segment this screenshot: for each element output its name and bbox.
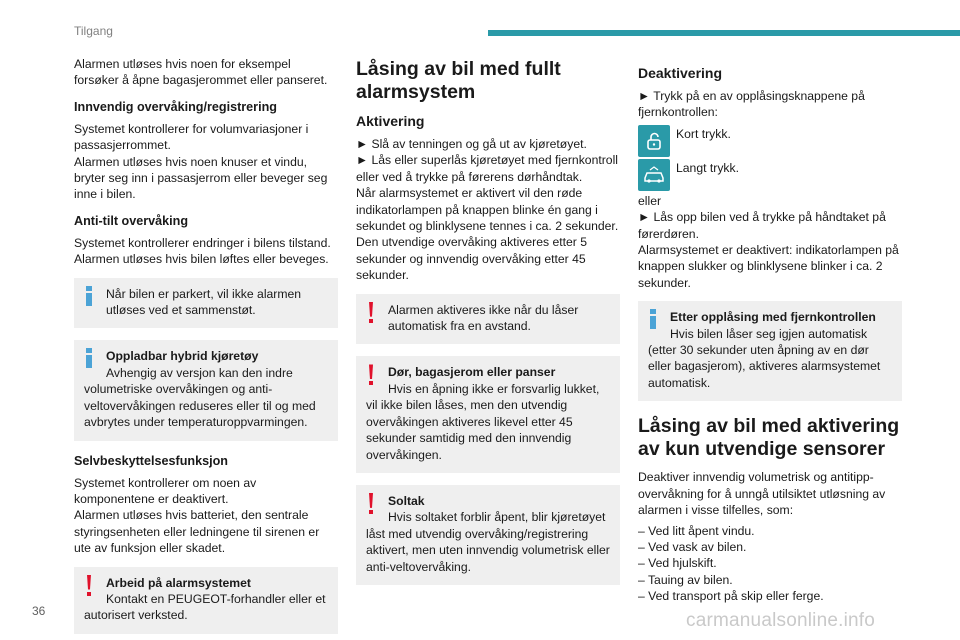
column-middle [356,56,620,597]
key-short-press-label: Kort trykk. [676,126,731,141]
column-left [74,56,338,640]
info-hybrid-title: Oppladbar hybrid kjøretøy [106,349,259,364]
warning-door-title: Dør, bagasjerom eller panser [388,365,556,380]
heading-activation: Aktivering [356,113,425,129]
heading-full-alarm: Låsing av bil med fullt alarmsystem [356,58,561,103]
heading-self-protection: Selvbeskyttelsesfunksjon [74,453,228,468]
info-hybrid-text: Avhengig av versjon kan den indre volumetriske overvåkingen og anti-veltovervåkingen reduseres eller til og med avbrytes under temperaturoppvarmingen. [84,365,316,430]
or-handle-text: eller ► Lås opp bilen ved å trykke på håndtaket på førerdøren. Alarmsystemet er deaktivert: indikatorlampen på knappen slukker og blinklysene blinker i ca. 2 sekunder. [638,193,899,290]
list-item: – Ved litt åpent vindu. [638,523,755,538]
info-icon [86,286,92,306]
key-long-press-label: Langt trykk. [676,160,739,175]
deactivation-text: ► Trykk på en av opplåsingsknappene på fjernkontrollen: [638,89,865,120]
info-icon [86,348,92,368]
info-icon [650,309,656,329]
anti-tilt-text: Systemet kontrollerer endringer i bilens tilstand. Alarmen utløses hvis bilen løftes eller beveges. [74,235,331,267]
heading-external-sensors: Låsing av bil med aktivering av kun utvendige sensorer [638,415,900,461]
list-item: – Ved hjulskift. [638,556,717,571]
unlock-padlock-icon [638,125,670,157]
info-box-parked [74,278,338,329]
info-box-after-unlock [638,301,902,401]
page-number: 36 [32,604,46,618]
warning-icon [368,302,374,324]
watermark: carmanualsonline.info [686,610,876,631]
column-right [638,56,902,605]
warning-box-remote [356,294,620,345]
info-box-hybrid [74,340,338,440]
warning-sunroof-title: Soltak [388,493,425,508]
activation-text: ► Slå av tenningen og gå ut av kjøretøyet. ► Lås eller superlås kjøretøyet med fjernkontroll eller ved å trykke på førerens dørhåndtak. Når alarmsystemet er aktivert vil den røde indikatorlampen på knappen blinke én gang i sekundet og blinklysene tennes i ca. 2 sekunder. Den utvendige overvåking aktiveres etter 5 sekunder og innvendig overvåking etter 45 sekunder. [356,137,619,283]
info-after-text: Hvis bilen låser seg igjen automatisk (etter 30 sekunder uten åpning av en dør eller bagasjerom), aktiveres alarmsystemet automatisk. [648,326,881,390]
header-accent-bar [488,30,960,36]
heading-anti-tilt: Anti-tilt overvåking [74,213,189,228]
warning-icon [368,493,374,515]
info-after-title: Etter opplåsing med fjernkontrollen [670,310,876,325]
key-long-press-row [638,159,902,191]
intro-paragraph: Alarmen utløses hvis noen for eksempel forsøker å åpne bagasjerommet eller panseret. [74,57,328,88]
warning-box-sunroof [356,485,620,585]
warning-icon [86,575,92,597]
warning-work-title: Arbeid på alarmsystemet [106,575,251,590]
info-parked-text: Når bilen er parkert, vil ikke alarmen utløses ved et sammenstøt. [106,286,302,318]
warning-remote-text: Alarmen aktiveres ikke når du låser automatisk fra en avstand. [388,302,579,334]
internal-monitoring-text: Systemet kontrollerer for volumvariasjoner i passasjerrommet. Alarmen utløses hvis noen knuser et vindu, bryter seg inn i passasjerrom eller beveger seg inne i bilen. [74,121,328,202]
situations-list [638,523,902,605]
key-short-press-row [638,125,902,157]
warning-work-text: Kontakt en PEUGEOT-forhandler eller et autorisert verksted. [84,591,326,623]
warning-box-door [356,356,620,472]
warning-box-alarm-work [74,567,338,634]
external-sensors-text: Deaktiver innvendig volumetrisk og antitipp-overvåkning for å unngå utilsiktet utløsning av alarmen i visse tilfelles, som: [638,470,886,518]
list-item: – Tauing av bilen. [638,572,733,587]
self-protection-text: Systemet kontrollerer om noen av komponentene er deaktivert. Alarmen utløses hvis batteriet, den sentrale styringsenheten eller ledningene til sirenen er ute av funksjon eller skadet. [74,475,320,556]
list-item: – Ved vask av bilen. [638,539,747,554]
warning-door-text: Hvis en åpning ikke er forsvarlig lukket, vil ikke bilen låses, men den utvendig overvåkingen aktiveres likevel etter 45 sekunder samtidig med den innvendig overvåkingen. [366,381,600,462]
warning-sunroof-text: Hvis soltaket forblir åpent, blir kjøretøyet låst med utvendig overvåking/registrering aktivert, men uten innvendig volumetrisk eller anti-veltovervåking. [366,510,610,574]
running-header: Tilgang [74,24,113,38]
heading-deactivation: Deaktivering [638,65,723,81]
list-item: – Ved transport på skip eller ferge. [638,589,824,604]
car-unlock-icon [638,159,670,191]
heading-internal-monitoring: Innvendig overvåking/registrering [74,99,277,114]
warning-icon [368,364,374,386]
